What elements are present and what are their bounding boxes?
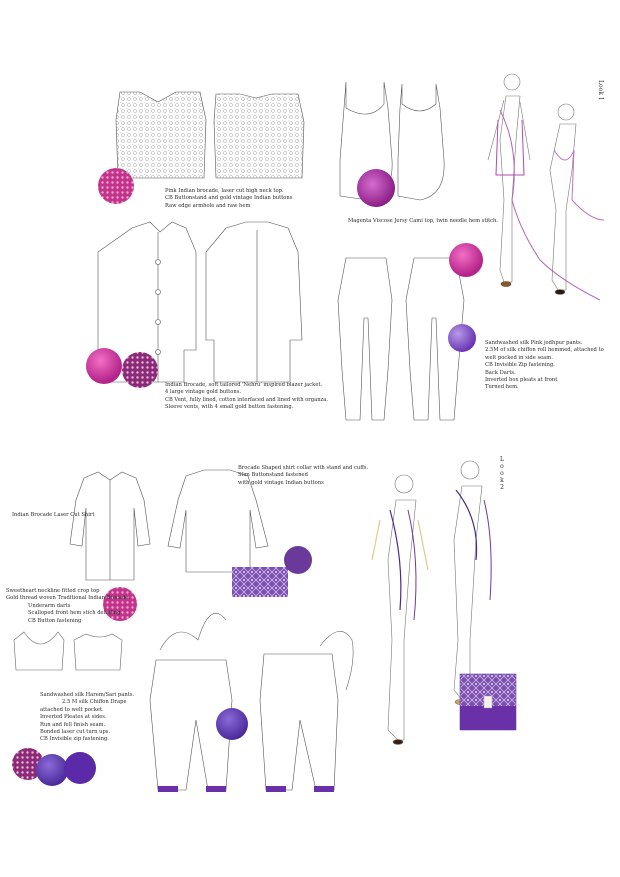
look1-label: Look 1 xyxy=(597,80,604,101)
look1-figure-front xyxy=(488,74,600,300)
note-line: Run and fell finish seam. xyxy=(40,721,106,728)
purple-floral-swatch xyxy=(284,546,312,574)
note-line: Back Darts. xyxy=(485,369,516,376)
purple-brocade-swatch xyxy=(232,567,288,597)
brocade-top-note xyxy=(165,188,292,210)
jodhpur-note xyxy=(485,340,604,392)
note-line: with gold vintage Indian buttons xyxy=(238,479,324,486)
crop-top-note xyxy=(6,588,130,625)
purple-floral-swatch xyxy=(64,752,96,784)
purple-brocade-clutch xyxy=(460,674,516,730)
note-line: Gold thread woven Traditional Indian Brocade. xyxy=(6,595,131,602)
shirt-label-note xyxy=(12,512,94,519)
note-line: Indian Brocade Laser Cut Shirt xyxy=(12,512,95,518)
look1-figure-back xyxy=(550,104,604,295)
note-line: Inverted box pleats at front xyxy=(485,377,558,384)
note-line: 2.5 M silk Chiffon Drape xyxy=(62,699,127,706)
note-line: 4 large vintage gold buttons. xyxy=(165,389,242,396)
note-line: Turned hem. xyxy=(485,384,519,391)
note-line: Bonded laser cut turn ups. xyxy=(40,729,111,736)
note-line: 2.5M of silk chiffon roll hemmed, attached to xyxy=(485,347,604,354)
harem-front xyxy=(150,613,232,792)
note-line: CB Vent, fully lined, cotton interfaced and lined with organza. xyxy=(165,396,329,403)
brocade-shirt-front xyxy=(70,472,150,580)
note-line: Brocade Shaped shirt collar with stand and cuffs. xyxy=(238,465,369,471)
harem-note xyxy=(40,692,134,744)
pink-brocade-swatch xyxy=(86,348,122,384)
look2-label xyxy=(500,456,504,491)
note-line: CB Invisible Zip fastening. xyxy=(485,362,555,369)
harem-back xyxy=(260,631,353,792)
note-line: Magenta Viscose Jersy Cami top, twin needle hem stitch. xyxy=(348,218,499,224)
lace-vest-front xyxy=(116,92,206,178)
jodhpur-front xyxy=(338,258,392,420)
purple-silk-swatch xyxy=(36,754,68,786)
note-line: Sleeve vents, with 4 small gold button fastening. xyxy=(165,404,294,411)
label-letter: o xyxy=(500,463,504,470)
note-line: Pink Indian brocade, laser cut high neck top. xyxy=(165,188,284,194)
label-letter: k xyxy=(500,477,504,484)
crop-top-back xyxy=(74,634,122,670)
shirt-detail-note xyxy=(238,465,368,487)
note-line: Inverted Pleates at sides. xyxy=(40,714,107,721)
label-letter: 2 xyxy=(500,484,504,491)
pink-brocade-swatch xyxy=(122,352,158,388)
crop-top-front xyxy=(14,632,64,670)
blazer-back xyxy=(206,222,302,382)
note-line: Indian Brocade, soft tailored 'Nehru' inspired blazer jacket. xyxy=(165,382,323,388)
note-line: Sandwashed silk Pink jodhpur pants. xyxy=(485,340,583,346)
note-line: Raw edge armhole and raw hem xyxy=(165,202,251,209)
note-line: Underarm darts xyxy=(28,602,71,609)
note-line: Sweetheart neckline fitted crop top xyxy=(6,588,100,594)
violet-chiffon-swatch xyxy=(448,324,476,352)
pink-silk-swatch xyxy=(449,243,483,277)
label-letter: o xyxy=(500,470,504,477)
cami-back xyxy=(398,84,444,200)
note-line: welt pocked in side seam. xyxy=(485,354,553,361)
note-line: Sandwashed silk Harem/Sari pants. xyxy=(40,692,135,698)
note-line: Scalloped front hem stich detailing. xyxy=(28,610,123,617)
note-line: Slim Buttonstand fastened xyxy=(238,472,308,479)
note-line: CB Buttonstand and gold vintage Indian buttons xyxy=(165,195,293,202)
pink-brocade-swatch xyxy=(98,168,134,204)
note-line: CB Invisible zip fastening. xyxy=(40,736,109,743)
note-line: CB Button fastening xyxy=(28,617,82,624)
magenta-jersey-swatch xyxy=(357,169,395,207)
look2-figure-back xyxy=(454,461,491,705)
blazer-note xyxy=(165,382,328,412)
look2-figure-front xyxy=(372,475,428,745)
purple-silk-swatch xyxy=(216,708,248,740)
note-line: attached to welt pocket. xyxy=(40,706,104,713)
cami-top-note xyxy=(348,218,498,225)
label-letter: L xyxy=(500,456,504,463)
lace-vest-back xyxy=(214,94,304,178)
